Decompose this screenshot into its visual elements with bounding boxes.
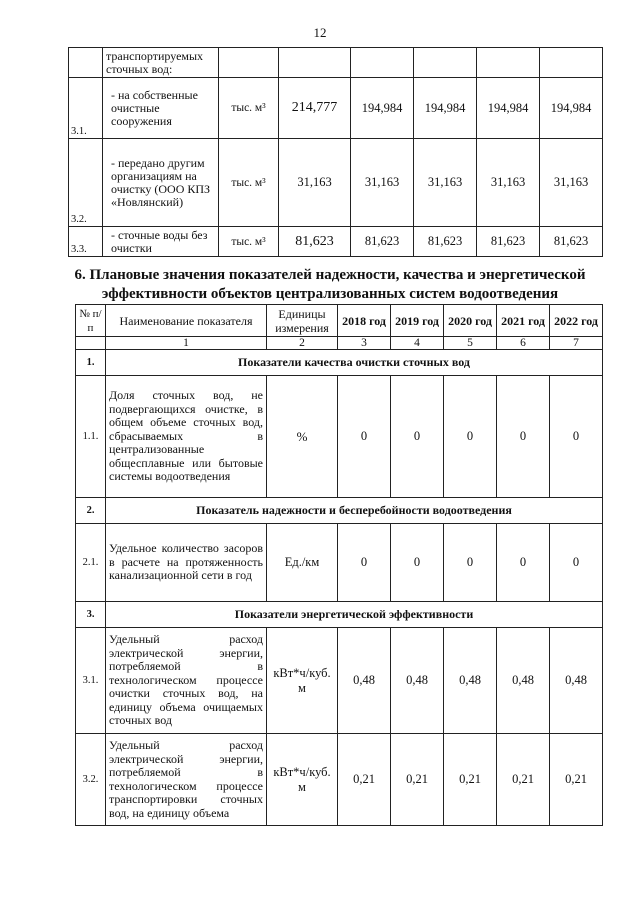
value-cell: 0,21 [391, 734, 444, 826]
value-cell: 0,21 [338, 734, 391, 826]
value-cell [477, 48, 540, 78]
value-cell: 81,623 [540, 227, 603, 257]
value-cell: 0,48 [444, 628, 497, 734]
value-cell: 31,163 [477, 139, 540, 227]
value-cell: 0,48 [497, 628, 550, 734]
row-index: 3.1. [69, 78, 103, 139]
column-number: 4 [391, 337, 444, 350]
value-cell [351, 48, 414, 78]
row-name: Доля сточных вод, не подвергающихся очистке, в общем объеме сточных вод, сбрасываемых в централизованные общесплавные или бытовые системы водоотведения [106, 376, 267, 498]
value-cell: 81,623 [477, 227, 540, 257]
value-cell: 0 [391, 376, 444, 498]
table-transported-wastewater [68, 47, 603, 257]
value-cell: 0 [497, 376, 550, 498]
row-unit: тыс. м³ [219, 227, 279, 257]
header-year: 2020 год [444, 305, 497, 337]
column-number: 5 [444, 337, 497, 350]
column-number: 7 [550, 337, 603, 350]
table-row [76, 376, 603, 498]
value-cell [279, 48, 351, 78]
value-cell: 31,163 [351, 139, 414, 227]
value-cell: 81,623 [414, 227, 477, 257]
value-cell: 0 [497, 524, 550, 602]
row-name: - передано другим организациям на очистку (ООО КПЗ «Новлянский) [103, 139, 219, 227]
section-row [76, 602, 603, 628]
row-index: 3.2. [76, 734, 106, 826]
section-heading-line1: 6. Плановые значения показателей надежности, качества и энергетической [74, 267, 586, 283]
column-number: 2 [267, 337, 338, 350]
value-cell: 194,984 [414, 78, 477, 139]
column-number-row [76, 337, 603, 350]
value-cell: 0,48 [550, 628, 603, 734]
row-index: 3.2. [69, 139, 103, 227]
section-title: Показатель надежности и бесперебойности водоотведения [106, 498, 603, 524]
value-cell: 81,623 [279, 227, 351, 257]
table-row [69, 78, 603, 139]
table-row [76, 524, 603, 602]
value-cell: 31,163 [414, 139, 477, 227]
value-cell: 0 [550, 376, 603, 498]
section-index: 3. [76, 602, 106, 628]
value-cell: 81,623 [351, 227, 414, 257]
value-cell: 31,163 [540, 139, 603, 227]
section-row [76, 350, 603, 376]
row-index: 3.1. [76, 628, 106, 734]
header-indicator-name: Наименование показателя [106, 305, 267, 337]
row-unit: Ед./км [267, 524, 338, 602]
value-cell: 0,48 [391, 628, 444, 734]
section-index: 1. [76, 350, 106, 376]
section-title: Показатели качества очистки сточных вод [106, 350, 603, 376]
header-number: № п/п [76, 305, 106, 337]
value-cell: 0 [444, 524, 497, 602]
table-row [69, 227, 603, 257]
value-cell [540, 48, 603, 78]
value-cell: 0 [338, 524, 391, 602]
row-name: Удельный расход электрической энергии, потребляемой в технологическом процессе транспортировки сточных вод, на единицу объема [106, 734, 267, 826]
row-unit: тыс. м³ [219, 139, 279, 227]
table-row [76, 628, 603, 734]
row-unit: % [267, 376, 338, 498]
row-unit [219, 48, 279, 78]
row-name: - сточные воды без очистки [103, 227, 219, 257]
value-cell [414, 48, 477, 78]
header-year: 2018 год [338, 305, 391, 337]
value-cell: 0,48 [338, 628, 391, 734]
table-header-row [76, 305, 603, 337]
value-cell: 0,21 [497, 734, 550, 826]
row-index: 2.1. [76, 524, 106, 602]
value-cell: 0 [391, 524, 444, 602]
value-cell: 0 [338, 376, 391, 498]
header-year: 2021 год [497, 305, 550, 337]
section-heading-line2: эффективности объектов централизованных систем водоотведения [101, 286, 559, 302]
table-row [69, 48, 603, 78]
value-cell: 31,163 [279, 139, 351, 227]
value-cell: 0,21 [444, 734, 497, 826]
row-unit: кВт*ч/куб. м [267, 734, 338, 826]
column-number: 3 [338, 337, 391, 350]
value-cell: 194,984 [351, 78, 414, 139]
header-unit: Единицы измерения [267, 305, 338, 337]
row-name: Удельный расход электрической энергии, потребляемой в технологическом процессе очистки сточных вод, на единицу объема очищаемых сточных вод [106, 628, 267, 734]
header-year: 2022 год [550, 305, 603, 337]
section-index: 2. [76, 498, 106, 524]
value-cell: 0 [550, 524, 603, 602]
section-heading [50, 266, 610, 304]
value-cell: 0,21 [550, 734, 603, 826]
row-name: Удельное количество засоров в расчете на протяженность канализационной сети в год [106, 524, 267, 602]
header-year: 2019 год [391, 305, 444, 337]
column-number: 6 [497, 337, 550, 350]
row-unit: кВт*ч/куб. м [267, 628, 338, 734]
column-number [76, 337, 106, 350]
table-row [76, 734, 603, 826]
value-cell: 194,984 [540, 78, 603, 139]
table-row [69, 139, 603, 227]
row-index: 3.3. [69, 227, 103, 257]
row-index: 1.1. [76, 376, 106, 498]
row-unit: тыс. м³ [219, 78, 279, 139]
table-indicators [75, 304, 603, 826]
value-cell: 194,984 [477, 78, 540, 139]
row-name: транспортируемых сточных вод: [103, 48, 219, 78]
section-title: Показатели энергетической эффективности [106, 602, 603, 628]
value-cell: 0 [444, 376, 497, 498]
value-cell: 214,777 [279, 78, 351, 139]
column-number: 1 [106, 337, 267, 350]
page-number: 12 [313, 25, 327, 40]
section-row [76, 498, 603, 524]
row-index [69, 48, 103, 78]
row-name: - на собственные очистные сооружения [103, 78, 219, 139]
